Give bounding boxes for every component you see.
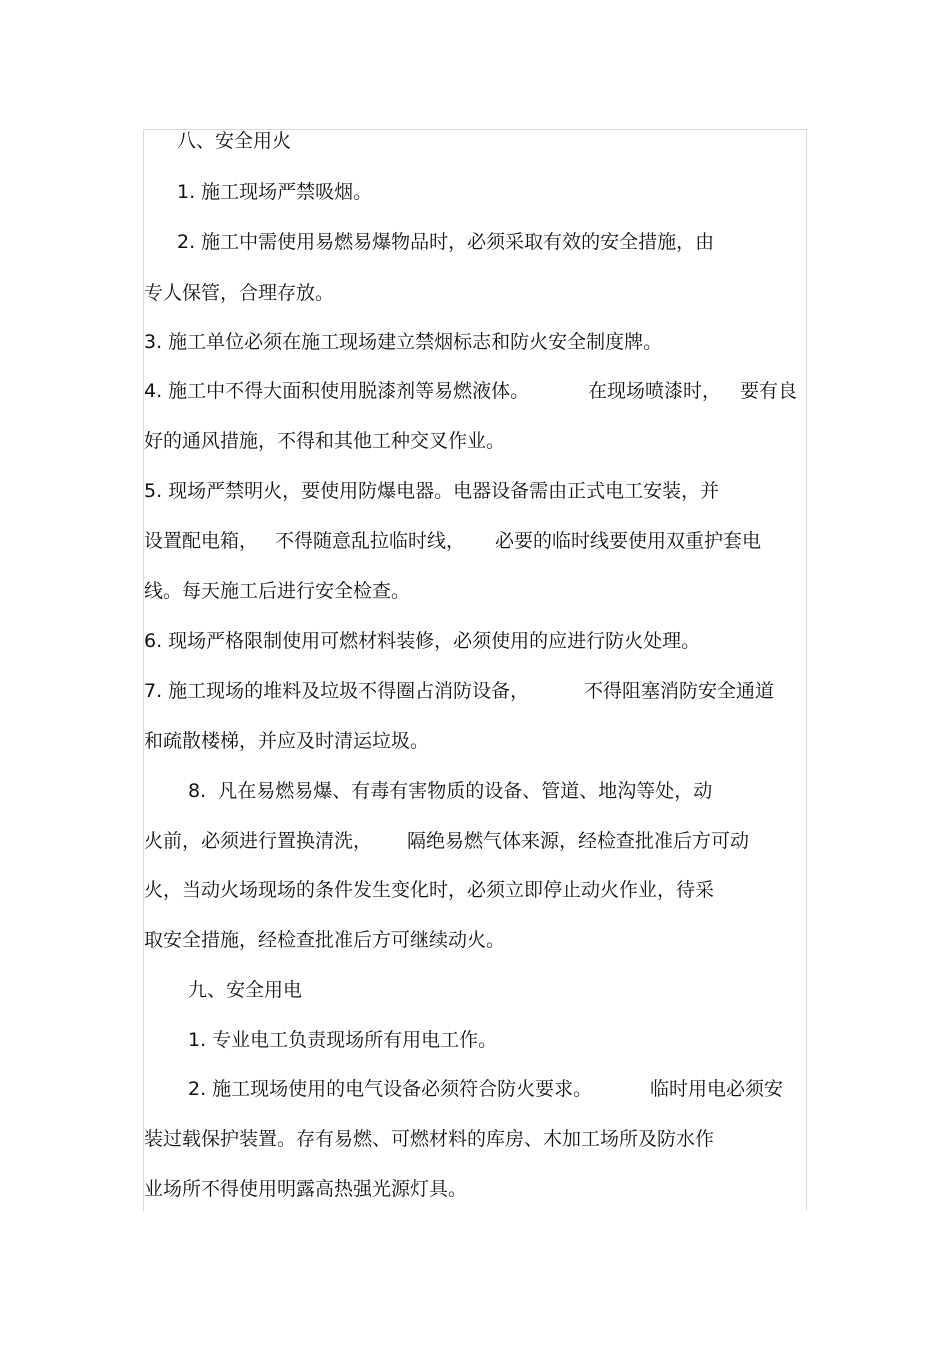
paragraph-line: 1. 专业电工负责现场所有用电工作。 [188, 1029, 498, 1051]
section-8-heading: 八、安全用火 [177, 130, 292, 152]
paragraph-line: 3. 施工单位必须在施工现场建立禁烟标志和防火安全制度牌。 [144, 331, 663, 353]
paragraph-line-segment: 不得阻塞消防安全通道 [584, 680, 775, 702]
paragraph-line: 6. 现场严格限制使用可燃材料装修，必须使用的应进行防火处理。 [144, 630, 701, 652]
paragraph-line-segment: 临时用电必须安 [650, 1078, 784, 1100]
paragraph-line-segment: 必要的临时线要使用双重护套电 [495, 530, 762, 552]
section-9-heading: 九、安全用电 [188, 979, 303, 1001]
paragraph-line: 装过载保护装置。存有易燃、可燃材料的库房、木加工场所及防水作 [144, 1128, 715, 1150]
page-frame-right-border [806, 129, 807, 1211]
paragraph-line: 8. 凡在易燃易爆、有毒有害物质的设备、管道、地沟等处，动 [188, 780, 713, 802]
paragraph-line: 好的通风措施，不得和其他工种交叉作业。 [144, 430, 506, 452]
paragraph-line-segment: 隔绝易燃气体来源，经检查批准后方可动 [407, 830, 750, 852]
paragraph-line: 线。每天施工后进行安全检查。 [144, 580, 411, 602]
paragraph-line: 火，当动火场现场的条件发生变化时，必须立即停止动火作业，待采 [144, 879, 715, 901]
paragraph-line: 火前，必须进行置换清洗， [144, 830, 373, 852]
paragraph-line: 7. 施工现场的堆料及垃圾不得圈占消防设备， [144, 680, 530, 702]
paragraph-line: 4. 施工中不得大面积使用脱漆剂等易燃液体。 [144, 380, 530, 402]
paragraph-line: 2. 施工中需使用易燃易爆物品时，必须采取有效的安全措施，由 [177, 231, 715, 253]
paragraph-line: 设置配电箱， [144, 530, 259, 552]
paragraph-line: 和疏散楼梯，并应及时清运垃圾。 [144, 730, 430, 752]
paragraph-line-segment: 要有良 [740, 380, 798, 402]
paragraph-line: 5. 现场严禁明火，要使用防爆电器。电器设备需由正式电工安装，并 [144, 480, 720, 502]
paragraph-line-segment: 不得随意乱拉临时线， [275, 530, 466, 552]
paragraph-line: 业场所不得使用明露高热强光源灯具。 [144, 1178, 468, 1200]
paragraph-line: 1. 施工现场严禁吸烟。 [177, 181, 373, 203]
paragraph-line: 取安全措施，经检查批准后方可继续动火。 [144, 929, 506, 951]
paragraph-line: 2. 施工现场使用的电气设备必须符合防火要求。 [188, 1078, 593, 1100]
paragraph-line: 专人保管，合理存放。 [144, 282, 335, 304]
paragraph-line-segment: 在现场喷漆时， [588, 380, 722, 402]
